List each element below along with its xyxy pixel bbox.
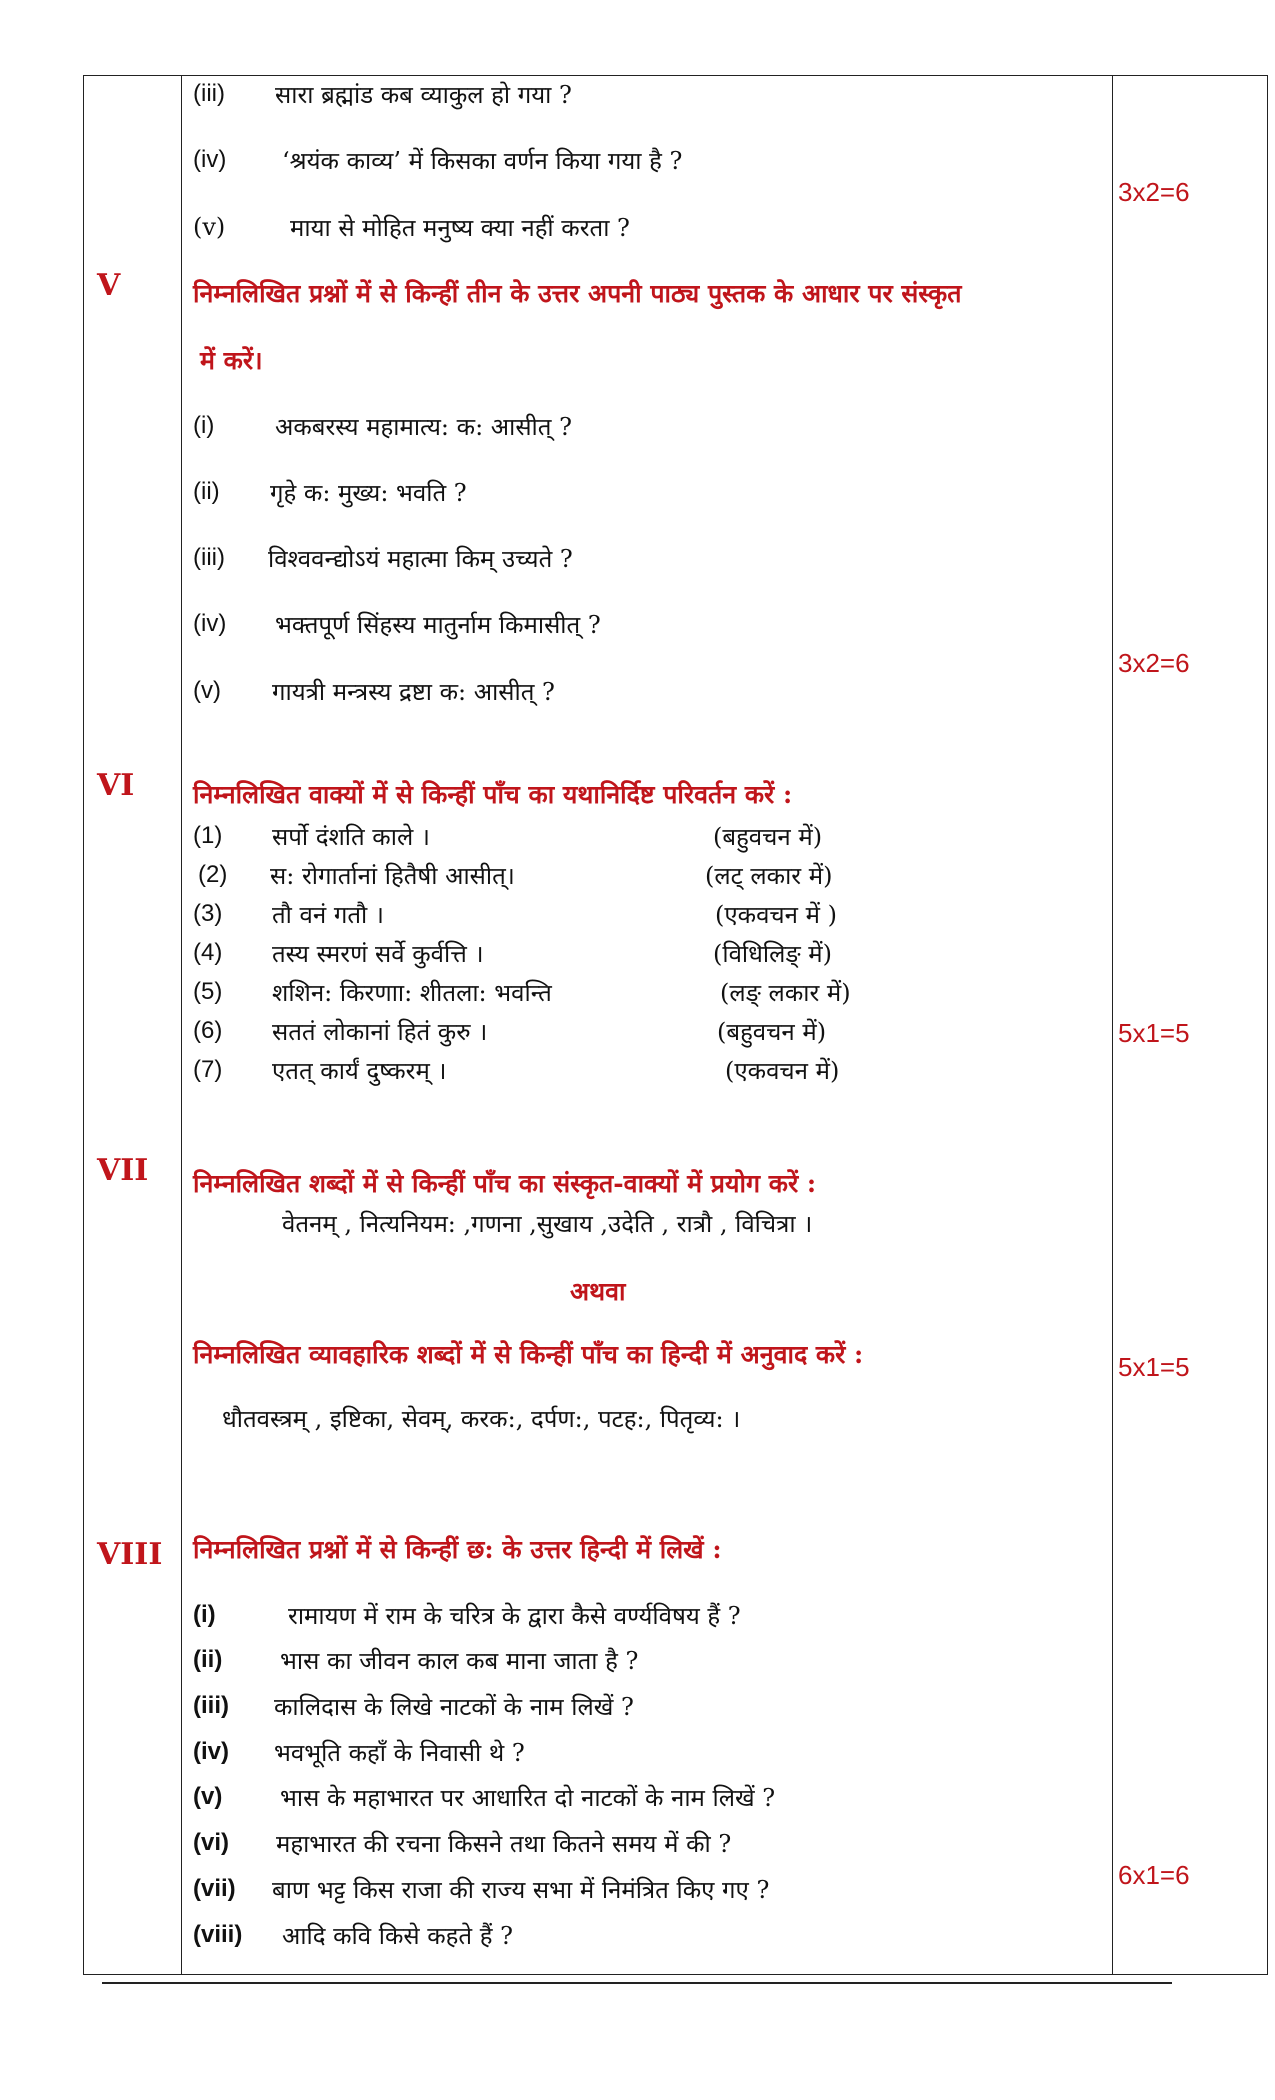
- question-text: ‘श्रयंक काव्य’ में किसका वर्णन किया गया है ?: [282, 147, 683, 175]
- marks-label: 3x2=6: [1118, 648, 1190, 678]
- section-instruction: निम्नलिखित प्रश्नों में से किन्हीं छ: के उत्तर हिन्दी में लिखें :: [193, 1535, 722, 1564]
- question-number: (2): [198, 861, 228, 888]
- table-column-divider-right: [1112, 76, 1113, 1974]
- word-list-alternate: धौतवस्त्रम् , इष्टिका, सेवम्, करक:, दर्पण:, पटह:, पितृव्य: ।: [222, 1405, 741, 1433]
- question-number: (ii): [193, 1646, 223, 1673]
- question-number: (viii): [193, 1921, 243, 1948]
- question-number: (v): [193, 1783, 223, 1810]
- question-text: तस्य स्मरणं सर्वे कुर्वत्ति ।: [272, 940, 484, 968]
- question-number: (3): [193, 900, 223, 927]
- bottom-rule: [102, 1982, 1172, 1984]
- question-number: (1): [193, 822, 223, 849]
- question-number: (7): [193, 1056, 223, 1083]
- question-text: माया से मोहित मनुष्य क्या नहीं करता ?: [290, 214, 630, 242]
- question-number: (v): [193, 213, 226, 241]
- question-text: भवभूति कहाँ के निवासी थे ?: [274, 1739, 525, 1767]
- section-instruction: निम्नलिखित शब्दों में से किन्हीं पाँच का संस्कृत-वाक्यों में प्रयोग करें :: [193, 1169, 817, 1198]
- question-hint: (एकवचन में): [725, 1057, 840, 1085]
- question-hint: (बहुवचन में): [717, 1018, 827, 1046]
- question-text: तौ वनं गतौ ।: [272, 901, 384, 929]
- table-column-divider-left: [181, 76, 182, 1974]
- question-hint: (लङ् लकार में): [720, 979, 851, 1007]
- marks-label: 5x1=5: [1118, 1018, 1190, 1048]
- section-instruction: निम्नलिखित वाक्यों में से किन्हीं पाँच का यथानिर्दिष्ट परिवर्तन करें :: [193, 780, 793, 809]
- word-list: वेतनम् , नित्यनियम: ,गणना ,सुखाय ,उदेति , रात्रौ , विचित्रा ।: [282, 1210, 813, 1238]
- question-number: (i): [193, 1601, 216, 1628]
- question-text: बाण भट्ट किस राजा की राज्य सभा में निमंत्रित किए गए ?: [272, 1876, 770, 1904]
- question-number: (iv): [193, 146, 227, 173]
- question-hint: (लट् लकार में): [705, 862, 833, 890]
- question-hint: (बहुवचन में): [713, 823, 823, 851]
- question-text: सततं लोकानां हितं कुरु ।: [272, 1018, 488, 1046]
- question-text: गृहे क: मुख्य: भवति ?: [270, 479, 467, 507]
- question-text: गायत्री मन्त्रस्य द्रष्टा क: आसीत् ?: [272, 678, 555, 706]
- or-separator: अथवा: [570, 1277, 626, 1306]
- question-number: (6): [193, 1017, 223, 1044]
- question-number: (iii): [193, 1692, 229, 1719]
- question-number: (iv): [193, 1738, 229, 1765]
- question-text: कालिदास के लिखे नाटकों के नाम लिखें ?: [274, 1693, 634, 1721]
- question-text: महाभारत की रचना किसने तथा कितने समय में की ?: [276, 1830, 732, 1858]
- question-text: भक्तपूर्ण सिंहस्य मातुर्नाम किमासीत् ?: [275, 611, 601, 639]
- question-number: (iii): [193, 544, 225, 571]
- marks-label: 6x1=6: [1118, 1860, 1190, 1890]
- question-hint: (एकवचन में ): [715, 901, 837, 929]
- question-hint: (विधिलिङ् में): [713, 940, 833, 968]
- question-text: सारा ब्रह्मांड कब व्याकुल हो गया ?: [275, 81, 572, 109]
- section-instruction-alternate: निम्नलिखित व्यावहारिक शब्दों में से किन्हीं पाँच का हिन्दी में अनुवाद करें :: [193, 1340, 864, 1369]
- question-text: स: रोगार्तानां हितैषी आसीत्।: [270, 862, 515, 890]
- question-number: (vii): [193, 1875, 236, 1902]
- question-text: भास का जीवन काल कब माना जाता है ?: [280, 1647, 639, 1675]
- marks-label: 3x2=6: [1118, 177, 1190, 207]
- section-number: VI: [97, 768, 135, 803]
- question-text: विश्ववन्द्योऽयं महात्मा किम् उच्यते ?: [268, 545, 573, 573]
- question-text: एतत् कार्यं दुष्करम् ।: [272, 1057, 447, 1085]
- question-text: रामायण में राम के चरित्र के द्वारा कैसे वर्ण्यविषय हैं ?: [288, 1602, 741, 1630]
- question-text: भास के महाभारत पर आधारित दो नाटकों के नाम लिखें ?: [280, 1784, 776, 1812]
- question-text: सर्पो दंशति काले ।: [272, 823, 430, 851]
- section-instruction: निम्नलिखित प्रश्नों में से किन्हीं तीन के उत्तर अपनी पाठ्य पुस्तक के आधार पर संस्कृत: [193, 279, 962, 308]
- question-number: (ii): [193, 478, 220, 505]
- question-number: (iii): [193, 80, 225, 107]
- question-number: (5): [193, 978, 223, 1005]
- marks-label: 5x1=5: [1118, 1352, 1190, 1382]
- question-number: (iv): [193, 610, 227, 637]
- section-number: VII: [97, 1153, 149, 1188]
- question-text: शशिन: किरणाा: शीतला: भवन्ति: [272, 979, 552, 1007]
- question-number: (4): [193, 939, 223, 966]
- section-number: V: [97, 268, 121, 303]
- section-number: VIII: [97, 1537, 163, 1572]
- question-number: (vi): [193, 1829, 229, 1856]
- question-text: अकबरस्य महामात्य: क: आसीत् ?: [275, 413, 572, 441]
- question-number: (v): [193, 677, 221, 704]
- section-instruction-continued: में करें।: [200, 346, 263, 375]
- question-text: आदि कवि किसे कहते हैं ?: [282, 1922, 513, 1950]
- question-number: (i): [193, 412, 215, 439]
